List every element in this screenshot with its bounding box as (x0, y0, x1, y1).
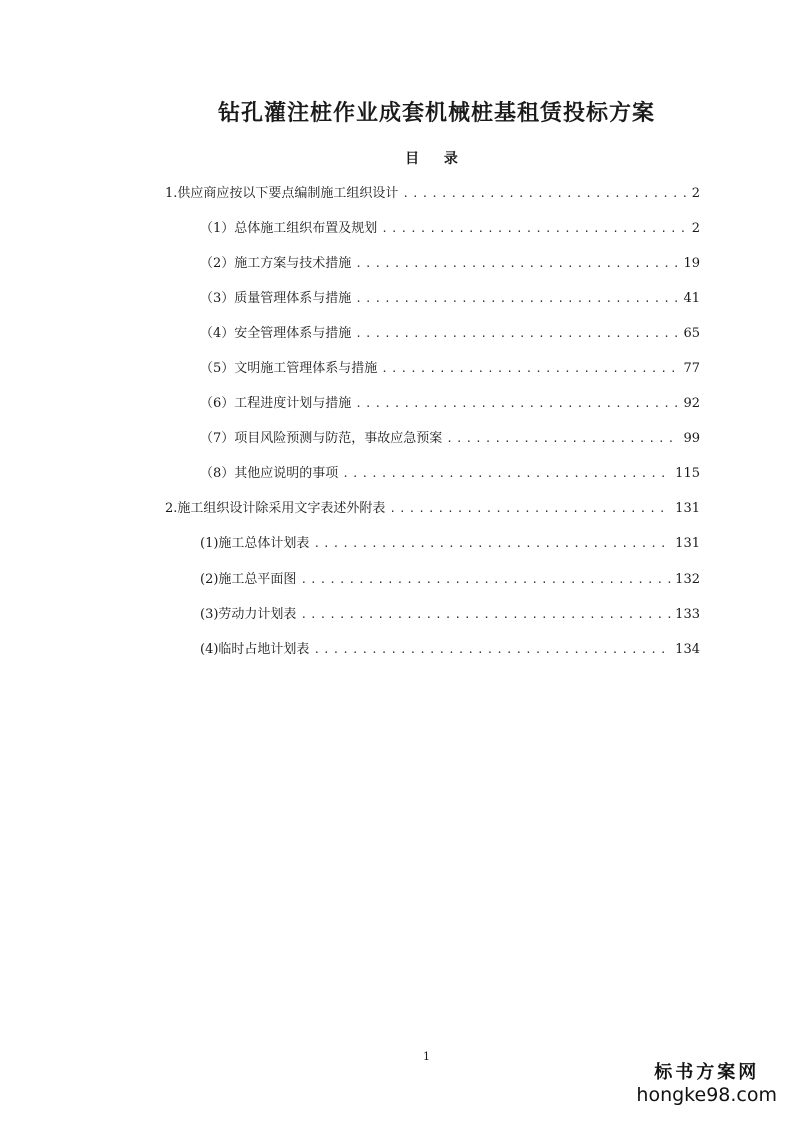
toc-entry-number: (2) (200, 572, 219, 587)
toc-leader-dots (300, 603, 671, 627)
toc-heading: 目 录 (405, 151, 468, 167)
toc-entry[interactable] (200, 603, 700, 627)
toc-leader-dots (381, 217, 686, 241)
toc-entry-page: 92 (683, 396, 700, 411)
toc-entry-page: 134 (675, 642, 700, 657)
toc-entry-label: 劳动力计划表 (218, 607, 297, 622)
toc-entry-number: （1） (200, 221, 235, 236)
toc-entry-number: （8） (200, 466, 235, 481)
site-watermark (636, 1062, 777, 1106)
toc-entry[interactable] (200, 462, 700, 486)
toc-entry-page: 77 (683, 361, 700, 376)
toc-entry-number: (1) (200, 536, 219, 551)
toc-leader-dots (402, 182, 686, 206)
toc-entry-label: 临时占地计划表 (218, 642, 310, 657)
toc-entry-page: 99 (683, 431, 700, 446)
toc-entry-page: 65 (683, 326, 700, 341)
toc-entry[interactable] (200, 427, 700, 451)
toc-entry-label: 项目风险预测与防范，事故应急预案 (234, 431, 443, 446)
toc-entry-number: 1. (165, 186, 178, 201)
toc-entry[interactable] (200, 568, 700, 592)
toc-entry-label: 工程进度计划与措施 (234, 396, 352, 411)
toc-entry[interactable] (200, 322, 700, 346)
toc-entry[interactable] (200, 252, 700, 276)
toc-entry-page: 132 (675, 572, 700, 587)
toc-entry-page: 115 (675, 466, 700, 481)
toc-entry-number: （5） (200, 361, 235, 376)
toc-entry-label: 施工总体计划表 (218, 536, 310, 551)
toc-entry-page: 131 (675, 536, 700, 551)
toc-entry[interactable] (200, 217, 700, 241)
toc-entry-label: 其他应说明的事项 (234, 466, 339, 481)
document-title: 钻孔灌注桩作业成套机械桩基租赁投标方案 (217, 100, 655, 126)
toc-entry-label: 安全管理体系与措施 (234, 326, 352, 341)
toc-entry-page: 19 (683, 256, 700, 271)
toc-leader-dots (355, 392, 679, 416)
watermark-url: hongke98.com (636, 1084, 777, 1106)
toc-entry[interactable] (200, 357, 700, 381)
toc-entry-number: (3) (200, 607, 219, 622)
toc-entry[interactable] (200, 638, 700, 662)
toc-leader-dots (389, 497, 671, 521)
toc-entry[interactable] (200, 287, 700, 311)
toc-leader-dots (300, 568, 671, 592)
toc-entry-page: 2 (691, 186, 700, 201)
toc-leader-dots (446, 427, 679, 451)
toc-entry-number: (4) (200, 642, 219, 657)
toc-entry-label: 施工方案与技术措施 (234, 256, 352, 271)
toc-entry-label: 施工组织设计除采用文字表述外附表 (177, 501, 386, 516)
toc-entry-number: 2. (165, 501, 178, 516)
toc-leader-dots (313, 638, 671, 662)
toc-entry-number: （6） (200, 396, 235, 411)
toc-leader-dots (381, 357, 679, 381)
toc-entry-number: （2） (200, 256, 235, 271)
toc-entry-number: （7） (200, 431, 235, 446)
toc-leader-dots (355, 287, 679, 311)
toc-entry-page: 133 (675, 607, 700, 622)
toc-entry-label: 总体施工组织布置及规划 (234, 221, 378, 236)
toc-entry-number: （4） (200, 326, 235, 341)
toc-leader-dots (355, 252, 679, 276)
toc-entry-number: （3） (200, 291, 235, 306)
toc-entry[interactable] (165, 182, 700, 206)
toc-entry[interactable] (200, 532, 700, 556)
toc-leader-dots (342, 462, 671, 486)
watermark-brand: 标书方案网 (654, 1062, 760, 1083)
toc-entry-page: 2 (691, 221, 700, 236)
toc-leader-dots (355, 322, 679, 346)
toc-entry-page: 131 (675, 501, 700, 516)
toc-entry-label: 质量管理体系与措施 (234, 291, 352, 306)
page-number: 1 (423, 1050, 430, 1063)
toc-entry-label: 供应商应按以下要点编制施工组织设计 (177, 186, 399, 201)
toc-entry-page: 41 (683, 291, 700, 306)
toc-leader-dots (313, 532, 671, 556)
toc-entry-label: 文明施工管理体系与措施 (234, 361, 378, 376)
toc-entry[interactable] (200, 392, 700, 416)
toc-entry[interactable] (165, 497, 700, 521)
toc-entry-label: 施工总平面图 (218, 572, 297, 587)
